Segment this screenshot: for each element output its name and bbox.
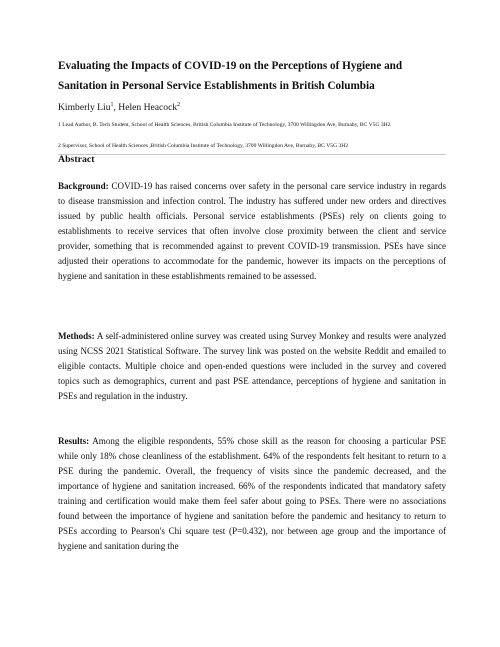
methods-paragraph xyxy=(58,329,446,404)
divider-line xyxy=(58,154,446,155)
results-paragraph xyxy=(58,434,446,554)
results-label: Results: xyxy=(58,436,90,446)
author-separator: , xyxy=(113,102,119,114)
paper-title: Evaluating the Impacts of COVID-19 on the Perceptions of Hygiene and Sanitation in Personal Service Establishments in British Columbia xyxy=(58,60,403,92)
affiliation-2: 2 Supervisor, School of Health Sciences ,British Columbia Institute of Technology, 3700 Willingdon Ave, Burnaby, BC V5G 3H2 xyxy=(58,143,349,149)
affiliation-1: 1 Lead Author, B. Tech Student, School of Health Sciences, British Columbia Institute of Technology, 3700 Willingdon Ave, Burnaby, BC V5G 3H2 xyxy=(58,122,391,128)
background-paragraph xyxy=(58,179,446,284)
author-name: Helen Heacock xyxy=(118,102,178,114)
abstract-heading: Abstract xyxy=(58,154,95,165)
methods-text: A self-administered online survey was created using Survey Monkey and results were analyzed using NCSS 2021 Statistical Software. The survey link was posted on the website Reddit and emailed to eligible contacts. Multiple choice and open-ended questions were included in the survey and covered topics such as demographics, current and past PSE attendance, perceptions of hygiene and sanitation in PSEs and regulation in the industry. xyxy=(58,331,446,401)
results-text: Among the eligible respondents, 55% chose skill as the reason for choosing a particular PSE while only 18% chose cleanliness of the establishment. 64% of the respondents felt hesitant to return to a PSE during the pandemic. Overall, the frequency of visits since the pandemic decreased, and the importance of hygiene and sanitation increased. 66% of the respondents indicated that mandatory safety training and certification would make them feel safer about going to PSEs. There were no associations found between the importance of hygiene and sanitation before the pandemic and hesitancy to return to PSEs according to Pearson's Chi square test (P=0.432), nor between age group and the importance of hygiene and sanitation during the xyxy=(58,436,446,551)
background-text: COVID-19 has raised concerns over safety in the personal care service industry in regards to disease transmission and infection control. The industry has suffered under new orders and directives issued by public health officials. Personal service establishments (PSEs) rely on clients going to establishments to receive services that often involve close proximity between the client and service provider, something that is recommended against to prevent COVID-19 transmission. PSEs have since adjusted their operations to accommodate for the pandemic, however its impacts on the perceptions of hygiene and sanitation in these establishments remained to be assessed. xyxy=(58,181,446,281)
author-superscript: 1 xyxy=(110,102,114,108)
author-line xyxy=(58,98,180,115)
methods-label: Methods: xyxy=(58,331,95,341)
author-superscript: 2 xyxy=(177,102,181,108)
background-label: Background: xyxy=(58,181,109,191)
author-name: Kimberly Liu xyxy=(58,102,111,114)
